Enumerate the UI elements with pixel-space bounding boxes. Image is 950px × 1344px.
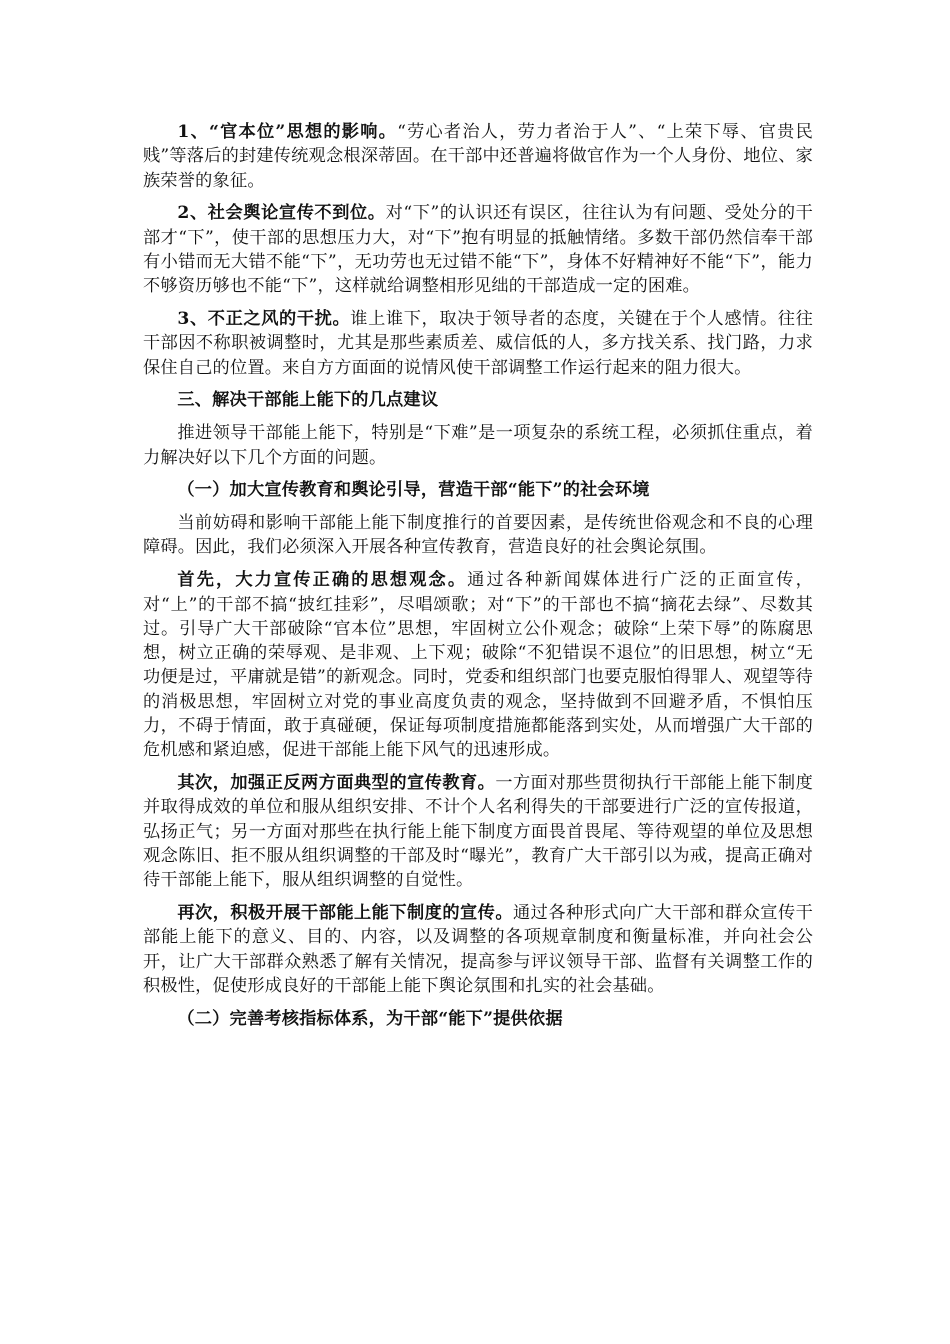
paragraph-unhealthy-practices xyxy=(143,307,813,380)
paragraph-text: 通过各种新闻媒体进行广泛的正面宣传，对“上”的干部不搞“披红挂彩”，尽唱颂歌；对“下”的干部也不搞“摘花去绿”、尽数其过。引导广大干部破除“官本位”思想，牢固树立公仆观念；破除“上荣下辱”的陈腐思想，树立正确的荣辱观、是非观、上下观；破除“不犯错误不退位”的旧思想，树立“无功便是过，平庸就是错”的新观念。同时，党委和组织部门也要克服怕得罪人、观望等待的消极思想，牢固树立对党的事业高度负责的观念，坚持做到不回避矛盾，不惧怕压力，不碍于情面，敢于真碰硬，保证每项制度措施都能落到实处，从而增强广大干部的危机感和紧迫感，促进干部能上能下风气的迅速形成。 xyxy=(143,570,813,761)
paragraph-lead: 再次，积极开展干部能上能下制度的宣传。 xyxy=(177,903,513,924)
document-page xyxy=(143,120,813,1040)
paragraph-text: 一方面对那些贯彻执行干部能上能下制度并取得成效的单位和服从组织安排、不计个人名利得失的干部要进行广泛的宣传报道，弘扬正气；另一方面对那些在执行能上能下制度方面畏首畏尾、等待观望的单位及思想观念陈旧、拒不服从组织调整的干部及时“曝光”，教育广大干部引以为戒，提高正确对待干部能上能下，服从组织调整的自觉性。 xyxy=(143,773,813,891)
paragraph-text: “劳心者治人，劳力者治于人”、“上荣下辱、官贵民贱”等落后的封建传统观念根深蒂固。在干部中还普遍将做官作为一个人身份、地位、家族荣誉的象征。 xyxy=(143,122,813,191)
paragraph-lead: 2、社会舆论宣传不到位。 xyxy=(177,203,386,224)
paragraph-text: 谁上谁下，取决于领导者的态度，关键在于个人感情。往往干部因不称职被调整时，尤其是那些素质差、威信低的人，多方找关系、找门路，力求保住自己的位置。来自方方面面的说情风使干部调整工作运行起来的阻力很大。 xyxy=(143,309,813,378)
paragraph-third xyxy=(143,901,813,998)
paragraph-lead: 3、不正之风的干扰。 xyxy=(177,309,351,330)
paragraph-first xyxy=(143,568,813,762)
paragraph-public-opinion xyxy=(143,201,813,298)
paragraph-lead: 其次，加强正反两方面典型的宣传教育。 xyxy=(177,773,496,794)
paragraph-lead: 1、“官本位”思想的影响。 xyxy=(177,122,398,142)
paragraph-official-rank-mindset xyxy=(143,120,813,193)
paragraph-intro: 推进领导干部能上能下，特别是“下难”是一项复杂的系统工程，必须抓住重点，着力解决好以下几个方面的问题。 xyxy=(143,423,813,468)
section-heading-suggestions: 三、解决干部能上能下的几点建议 xyxy=(177,390,439,411)
subsection-heading-1: （一）加大宣传教育和舆论引导，营造干部“能下”的社会环境 xyxy=(177,480,650,501)
subsection-heading-2: （二）完善考核指标体系，为干部“能下”提供依据 xyxy=(177,1008,563,1029)
paragraph-second xyxy=(143,771,813,892)
paragraph-obstacles: 当前妨碍和影响干部能上能下制度推行的首要因素，是传统世俗观念和不良的心理障碍。因此，我们必须深入开展各种宣传教育，营造良好的社会舆论氛围。 xyxy=(143,513,813,558)
paragraph-lead: 首先，大力宣传正确的思想观念。 xyxy=(177,570,468,591)
paragraph-text: 通过各种形式向广大干部和群众宣传干部能上能下的意义、目的、内容，以及调整的各项规章制度和衡量标准，并向社会公开，让广大干部群众熟悉了解有关情况，提高参与评议领导干部、监督有关调整工作的积极性，促使形成良好的干部能上能下舆论氛围和扎实的社会基础。 xyxy=(143,903,813,996)
paragraph-text: 对“下”的认识还有误区，往往认为有问题、受处分的干部才“下”，使干部的思想压力大，对“下”抱有明显的抵触情绪。多数干部仍然信奉干部有小错而无大错不能“下”，无功劳也无过错不能“下”，身体不好精神好不能“下”，能力不够资历够也不能“下”，这样就给调整相形见绌的干部造成一定的困难。 xyxy=(143,203,813,297)
